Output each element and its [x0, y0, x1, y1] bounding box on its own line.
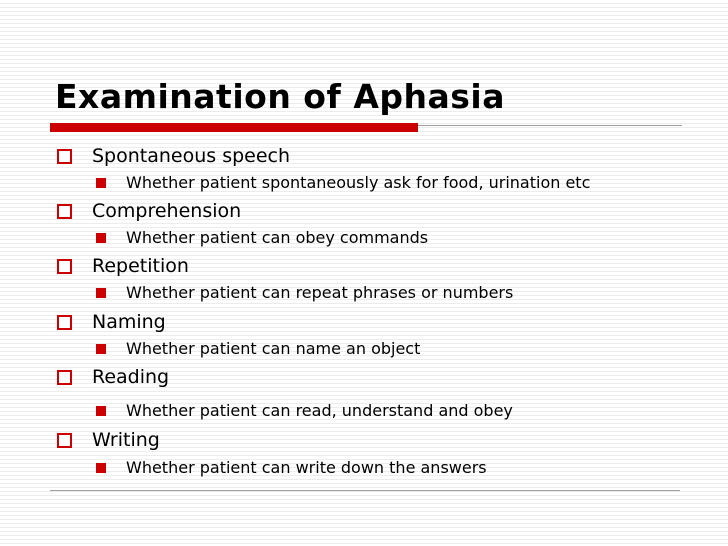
hollow-square-bullet-icon	[57, 149, 72, 164]
slide-title: Examination of Aphasia	[55, 77, 505, 116]
sub-bullet-item	[96, 227, 428, 249]
sub-bullet-item	[96, 400, 513, 422]
filled-square-bullet-icon	[96, 463, 106, 473]
sub-bullet-text: Whether patient can write down the answers	[126, 458, 487, 477]
bullet-item	[57, 198, 241, 224]
sub-bullet-text: Whether patient can repeat phrases or numbers	[126, 283, 514, 302]
bullet-item	[57, 364, 169, 390]
bullet-item	[57, 253, 189, 279]
hollow-square-bullet-icon	[57, 204, 72, 219]
sub-bullet-text: Whether patient can read, understand and obey	[126, 401, 513, 420]
footer-rule-line	[50, 490, 680, 491]
bullet-label: Writing	[92, 429, 160, 451]
hollow-square-bullet-icon	[57, 370, 72, 385]
title-accent-bar	[50, 123, 418, 132]
sub-bullet-text: Whether patient spontaneously ask for food, urination etc	[126, 173, 591, 192]
bullet-label: Spontaneous speech	[92, 145, 291, 167]
filled-square-bullet-icon	[96, 178, 106, 188]
title-rule-line	[418, 125, 682, 126]
bullet-item	[57, 309, 166, 335]
filled-square-bullet-icon	[96, 233, 106, 243]
sub-bullet-item	[96, 282, 513, 304]
filled-square-bullet-icon	[96, 406, 106, 416]
sub-bullet-text: Whether patient can obey commands	[126, 228, 429, 247]
bullet-item	[57, 143, 290, 169]
hollow-square-bullet-icon	[57, 315, 72, 330]
sub-bullet-item	[96, 338, 420, 360]
bullet-label: Naming	[92, 311, 166, 333]
filled-square-bullet-icon	[96, 344, 106, 354]
bullet-item	[57, 427, 160, 453]
filled-square-bullet-icon	[96, 288, 106, 298]
bullet-label: Repetition	[92, 255, 189, 277]
bullet-label: Comprehension	[92, 200, 242, 222]
sub-bullet-text: Whether patient can name an object	[126, 339, 421, 358]
hollow-square-bullet-icon	[57, 259, 72, 274]
bullet-label: Reading	[92, 366, 170, 388]
sub-bullet-item	[96, 172, 590, 194]
sub-bullet-item	[96, 457, 487, 479]
hollow-square-bullet-icon	[57, 433, 72, 448]
